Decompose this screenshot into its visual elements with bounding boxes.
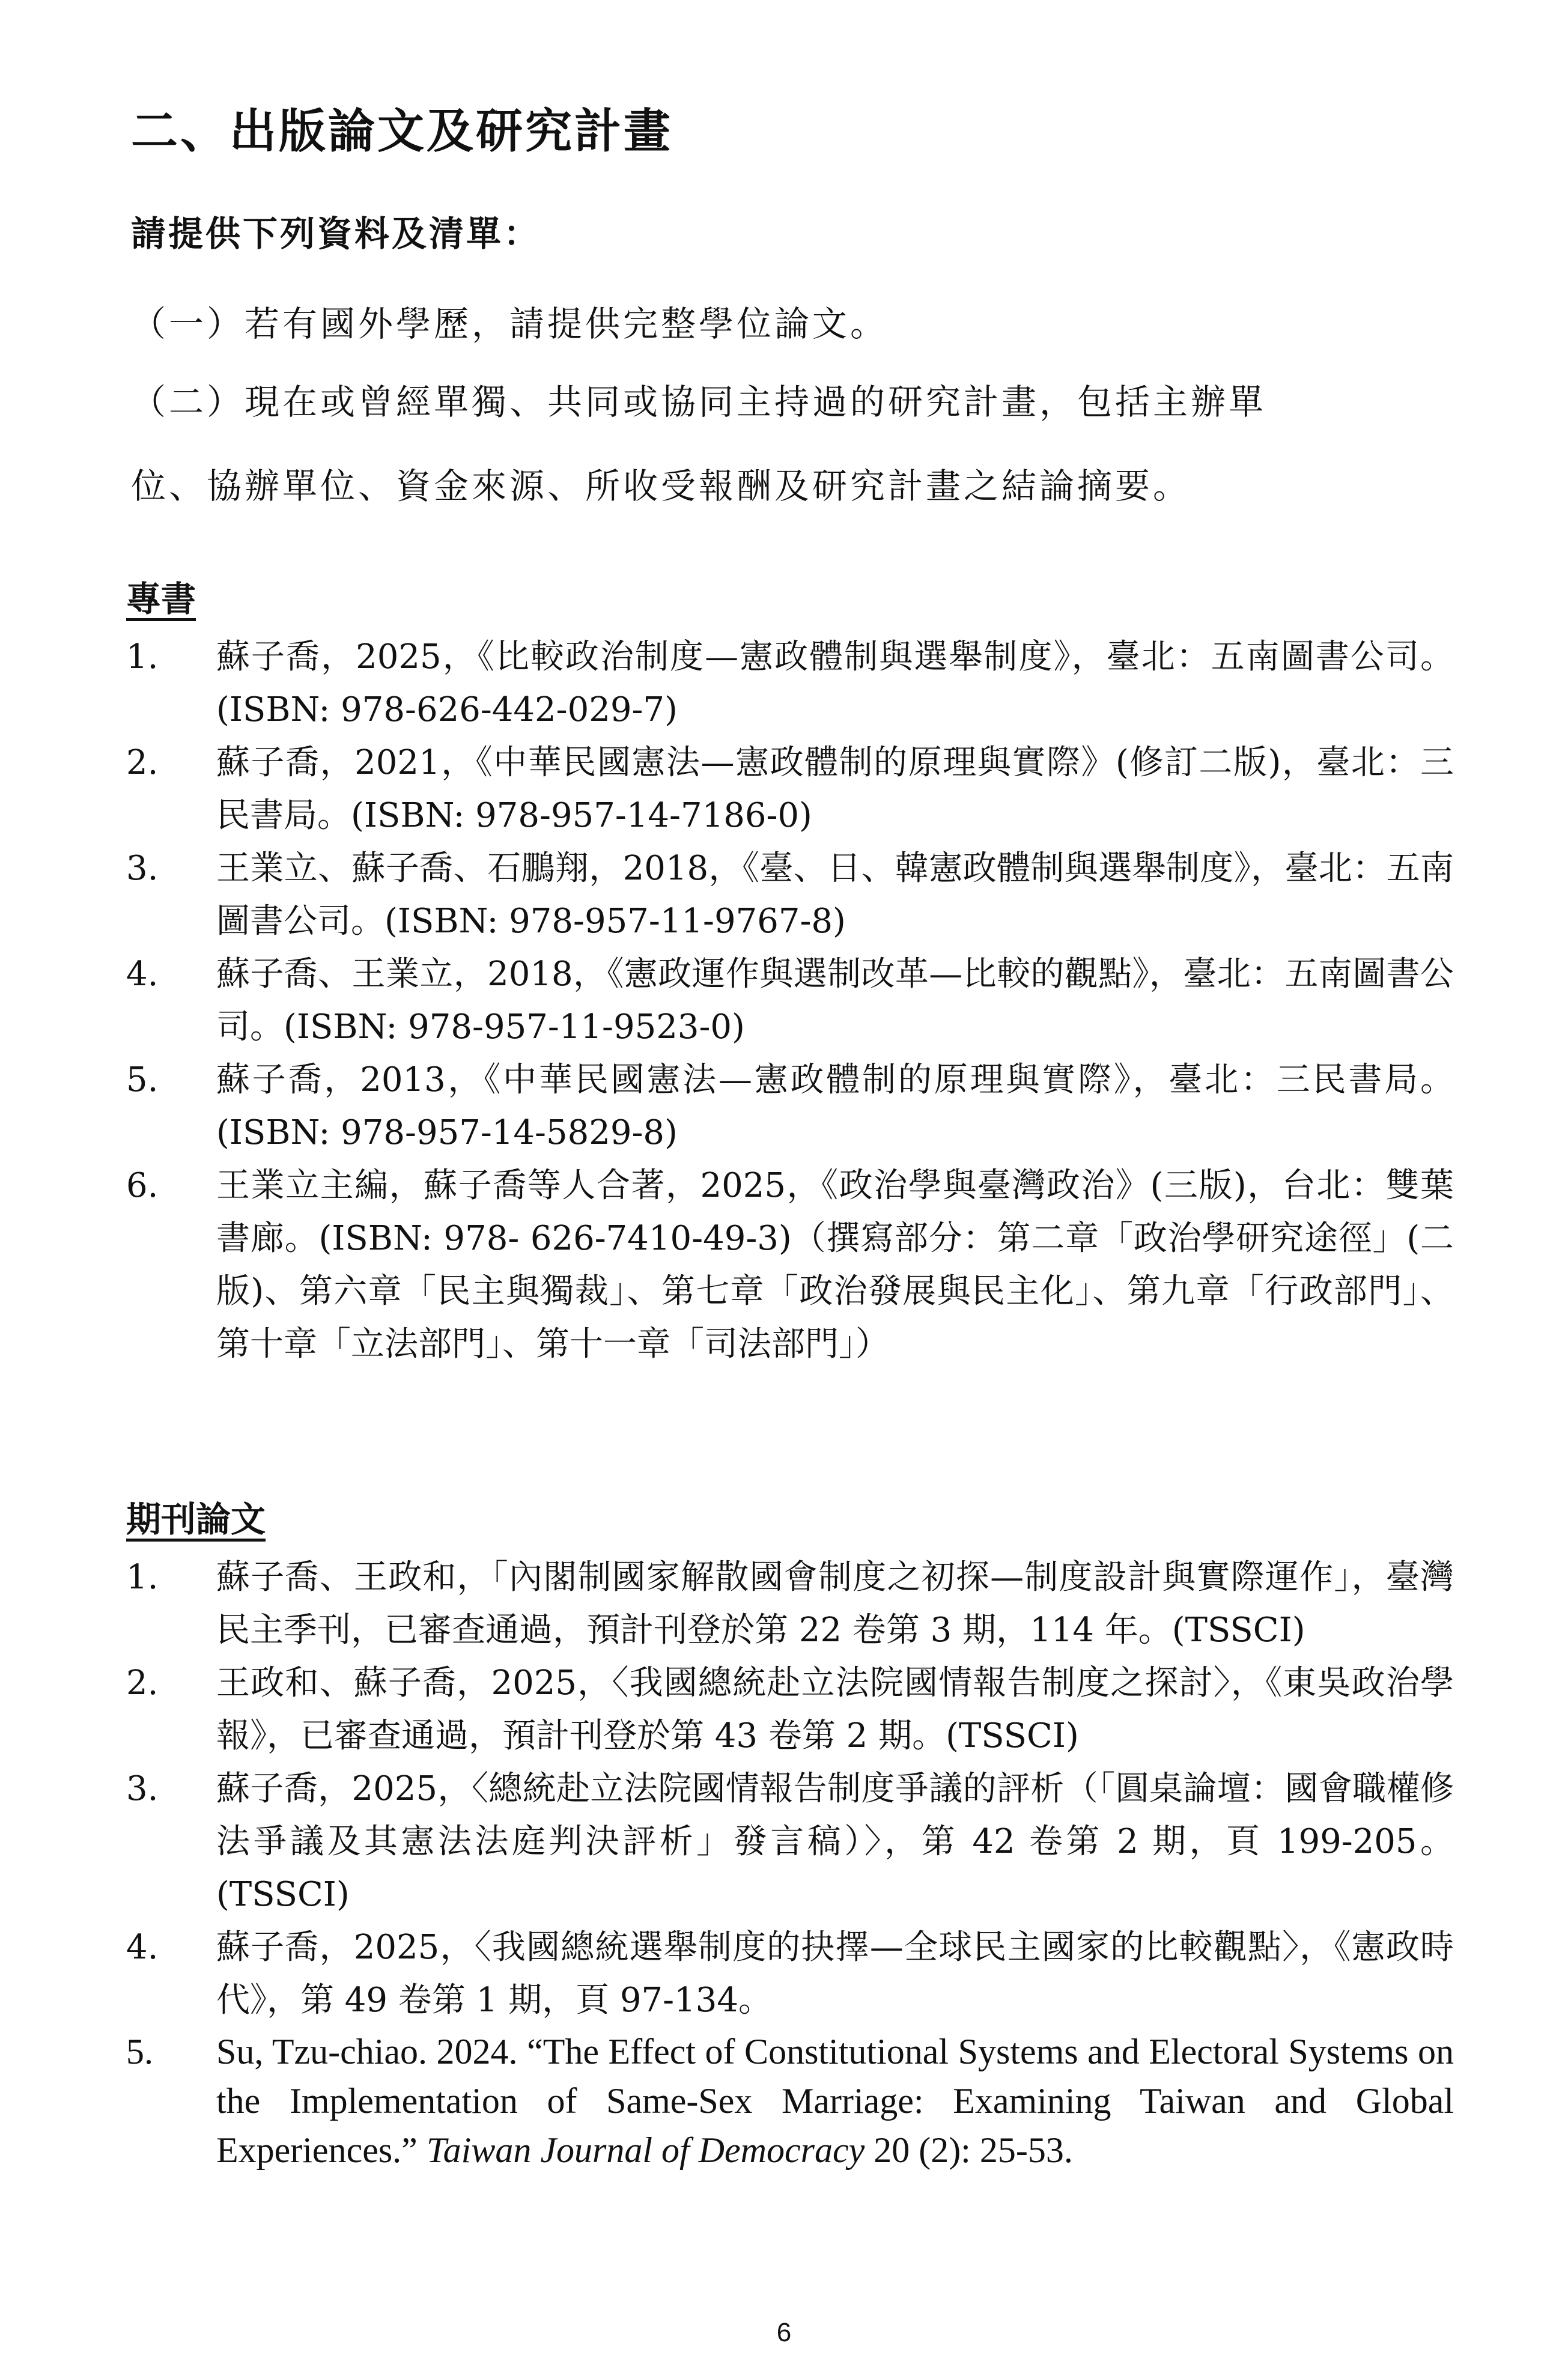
item-number: 1. [126, 1558, 159, 1597]
item-text [216, 2027, 1454, 2175]
page-number: 6 [776, 2318, 792, 2347]
journals-list [126, 1551, 1454, 2175]
item-text: 王業立主編，蘇子喬等人合著，2025，《政治學與臺灣政治》(三版)，台北：雙葉書廊。(ISBN: 978- 626-7410-49-3)（撰寫部分：第二章「政治學研究途徑」(二版)、第六章「民主與獨裁」、第七章「政治發展與民主化」、第九章「行政部門」、第十章「立法部門」、第十一章「司法部門」） [216, 1166, 1454, 1364]
list-item [126, 737, 1454, 842]
item-text: 蘇子喬、王業立，2018，《憲政運作與選制改革—比較的觀點》，臺北：五南圖書公司。(ISBN: 978-957-11-9523-0) [216, 955, 1454, 1047]
item-text: 蘇子喬，2025，〈我國總統選舉制度的抉擇—全球民主國家的比較觀點〉，《憲政時代》，第 49 卷第 1 期，頁 97-134。 [216, 1928, 1454, 2020]
item-number: 5. [126, 2032, 153, 2071]
journal-title: Taiwan Journal of Democracy [426, 2130, 865, 2170]
item-number: 5. [126, 1060, 159, 1099]
journals-heading: 期刊論文 [126, 1499, 266, 1540]
item-number: 2. [126, 743, 159, 782]
list-item [126, 948, 1454, 1054]
item-text: 王業立、蘇子喬、石鵬翔，2018，《臺、日、韓憲政體制與選舉制度》，臺北：五南圖書公司。(ISBN: 978-957-11-9767-8) [216, 849, 1454, 941]
list-item [126, 2027, 1454, 2175]
list-item [126, 1921, 1454, 2027]
item-number: 6. [126, 1166, 159, 1205]
item-number: 4. [126, 1928, 159, 1967]
request-item-1: （一）若有國外學歷，請提供完整學位論文。 [131, 303, 889, 344]
books-heading: 專書 [126, 579, 196, 619]
citation-text: Su, Tzu-chiao. 2024. “The Effect of Constitutional Systems and Electoral Systems on the Implementation of Same-Sex Marriage: Examining Taiwan and Global Experiences.” [216, 2032, 1454, 2170]
item-text: 蘇子喬，2021，《中華民國憲法—憲政體制的原理與實際》(修訂二版)，臺北：三民書局。(ISBN: 978-957-14-7186-0) [216, 743, 1454, 835]
item-number: 1. [126, 637, 159, 676]
item-text: 王政和、蘇子喬，2025，〈我國總統赴立法院國情報告制度之探討〉，《東吳政治學報》，已審查通過，預計刊登於第 43 卷第 2 期。(TSSCI) [216, 1664, 1454, 1755]
item-text: 蘇子喬，2013，《中華民國憲法—憲政體制的原理與實際》，臺北：三民書局。(ISBN: 978-957-14-5829-8) [216, 1060, 1454, 1152]
list-item [126, 1054, 1454, 1159]
list-item [126, 842, 1454, 948]
item-text: 蘇子喬，2025，《比較政治制度—憲政體制與選舉制度》，臺北：五南圖書公司。(ISBN: 978-626-442-029-7) [216, 637, 1454, 729]
section-title: 二、出版論文及研究計畫 [131, 104, 673, 159]
list-item [126, 1551, 1454, 1657]
list-item [126, 1657, 1454, 1763]
item-text: 蘇子喬、王政和，「內閣制國家解散國會制度之初探—制度設計與實際運作」，臺灣民主季刊，已審查通過，預計刊登於第 22 卷第 3 期，114 年。(TSSCI) [216, 1558, 1454, 1650]
citation-volume-pages: 20 (2): 25-53. [865, 2130, 1073, 2170]
item-number: 4. [126, 955, 159, 994]
list-item [126, 1763, 1454, 1921]
books-list [126, 631, 1454, 1371]
list-item [126, 1159, 1454, 1371]
item-number: 3. [126, 849, 159, 888]
request-heading: 請提供下列資料及清單： [131, 213, 541, 254]
item-number: 2. [126, 1664, 159, 1703]
item-text: 蘇子喬，2025，〈總統赴立法院國情報告制度爭議的評析（「圓桌論壇：國會職權修法爭議及其憲法法庭判決評析」發言稿）〉，第 42 卷第 2 期，頁 199-205。(TSSCI) [216, 1769, 1454, 1914]
request-item-2-continued: 位、協辦單位、資金來源、所收受報酬及研究計畫之結論摘要。 [131, 466, 1191, 506]
request-item-2: （二）現在或曾經單獨、共同或協同主持過的研究計畫，包括主辦單 [131, 381, 1267, 422]
list-item [126, 631, 1454, 737]
item-number: 3. [126, 1769, 159, 1808]
